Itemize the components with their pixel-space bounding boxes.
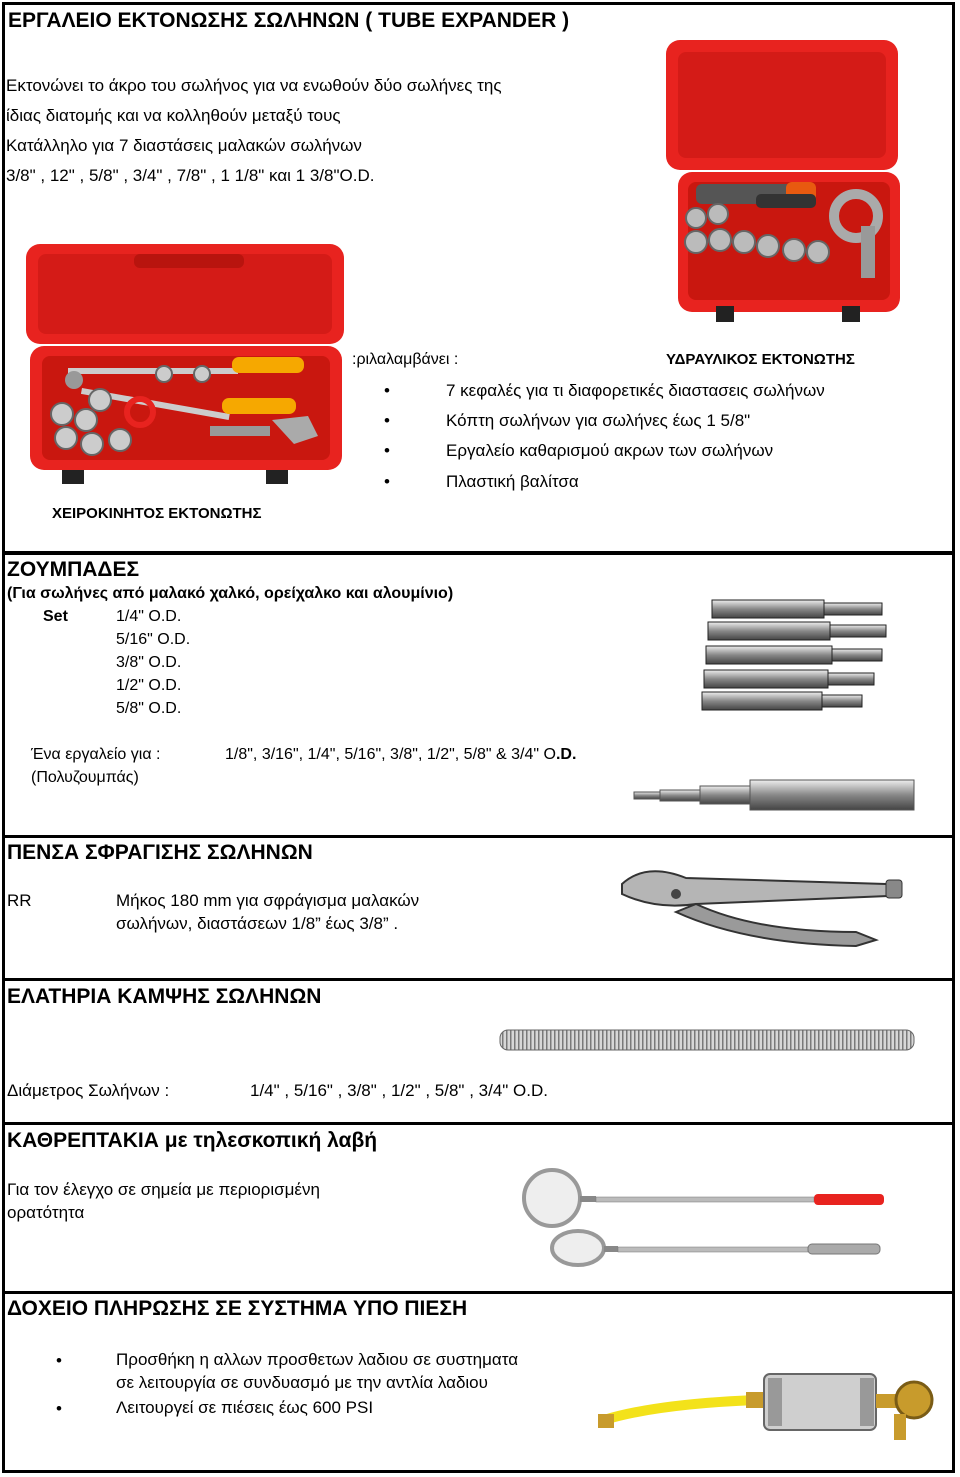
spring-diameter-values: 1/4" , 5/16" , 3/8" , 1/2" , 5/8" , 3/4" O.D. bbox=[250, 1081, 548, 1100]
bullet: • bbox=[384, 411, 390, 430]
charger-item-2: Λειτουργεί σε πιέσεις έως 600 PSI bbox=[116, 1398, 374, 1417]
expander-title: ΕΡΓΑΛΕΙΟ ΕΚΤΟΝΩΣΗΣ ΣΩΛΗΝΩΝ ( TUBE EXPANDER ) bbox=[8, 9, 570, 32]
pliers-desc-2: σωλήνων, διαστάσεων 1/8” έως 3/8” . bbox=[116, 914, 399, 933]
bullet: • bbox=[384, 381, 390, 400]
include-item-4: Πλαστική βαλίτσα bbox=[446, 472, 579, 491]
hydraulic-expander-case-image bbox=[656, 36, 906, 324]
expander-desc-2: ίδιας διατομής και να κολληθούν μεταξύ τους bbox=[6, 106, 341, 125]
oil-charger-image bbox=[596, 1360, 942, 1460]
bullet: • bbox=[56, 1399, 62, 1418]
bullet: • bbox=[384, 441, 390, 460]
charger-title: ΔΟΧΕΙΟ ΠΛΗΡΩΣΗΣ ΣΕ ΣΥΣΤΗΜΑ ΥΠΟ ΠΙΕΣΗ bbox=[7, 1297, 468, 1320]
pliers-title: ΠΕΝΣΑ ΣΦΡΑΓΙΣΗΣ ΣΩΛΗΝΩΝ bbox=[7, 841, 313, 864]
pliers-desc-1: Μήκος 180 mm για σφράγισμα μαλακών bbox=[116, 891, 420, 910]
bullet: • bbox=[384, 472, 390, 491]
multi-swage-image bbox=[630, 776, 916, 816]
hydraulic-expander-label: ΥΔΡΑΥΛΙΚΟΣ ΕΚΤΟΝΩΤΗΣ bbox=[666, 351, 855, 368]
swage-set-image bbox=[700, 596, 900, 714]
swages-title: ΖΟΥΜΠΑΔΕΣ bbox=[7, 558, 140, 581]
spring-diameter-label: Διάμετρος Σωλήνων : bbox=[7, 1081, 170, 1100]
expander-desc-4: 3/8" , 12" , 5/8" , 3/4" , 7/8" , 1 1/8" και 1 3/8"O.D. bbox=[6, 166, 375, 185]
divider bbox=[2, 1122, 955, 1125]
set-label: Set bbox=[43, 608, 68, 625]
multi-swage-sizes: 1/8", 3/16", 1/4", 5/16", 3/8", 1/2", 5/8" & 3/4" O.D. bbox=[225, 746, 577, 763]
manual-expander-case-image bbox=[22, 240, 348, 488]
includes-label: :ριλαλαμβάνει : bbox=[352, 351, 459, 368]
sealing-pliers-image bbox=[616, 860, 912, 956]
include-item-2: Κόπτη σωλήνων για σωλήνες έως 1 5/8" bbox=[446, 411, 751, 430]
swage-size-3: 3/8" O.D. bbox=[116, 654, 182, 671]
swage-size-5: 5/8" O.D. bbox=[116, 700, 182, 717]
divider bbox=[2, 551, 955, 555]
divider bbox=[2, 1291, 955, 1294]
include-item-1: 7 κεφαλές για τι διαφορετικές διαστασεις σωλήνων bbox=[446, 381, 825, 400]
expander-desc-3: Κατάλληλο για 7 διαστάσεις μαλακών σωλήνων bbox=[6, 136, 362, 155]
mirrors-desc-1: Για τον έλεγχο σε σημεία με περιορισμένη bbox=[7, 1180, 320, 1199]
expander-desc-1: Εκτονώνει το άκρο του σωλήνος για να ενωθούν δύο σωλήνες της bbox=[6, 76, 502, 95]
swage-size-1: 1/4" O.D. bbox=[116, 608, 182, 625]
mirrors-desc-2: ορατότητα bbox=[7, 1203, 85, 1222]
multi-swage-label: (Πολυζουμπάς) bbox=[31, 769, 139, 786]
divider bbox=[2, 835, 955, 838]
charger-item-1-line-1: Προσθήκη η αλλων προσθετων λαδιου σε συστηματα bbox=[116, 1350, 519, 1369]
swage-size-4: 1/2" O.D. bbox=[116, 677, 182, 694]
telescopic-mirrors-image bbox=[520, 1168, 890, 1276]
include-item-3: Εργαλείο καθαρισμού ακρων των σωλήνων bbox=[446, 441, 774, 460]
swage-size-2: 5/16" O.D. bbox=[116, 631, 191, 648]
swages-subtitle: (Για σωλήνες από μαλακό χαλκό, ορείχαλκο και αλουμίνιο) bbox=[7, 585, 454, 602]
bending-spring-image bbox=[498, 1026, 916, 1054]
pliers-code: RR bbox=[7, 891, 32, 910]
springs-title: ΕΛΑΤΗΡΙΑ ΚΑΜΨΗΣ ΣΩΛΗΝΩΝ bbox=[7, 985, 322, 1008]
mirrors-title: ΚΑΘΡΕΠΤΑΚΙΑ με τηλεσκοπική λαβή bbox=[7, 1129, 378, 1152]
one-tool-label: Ένα εργαλείο για : bbox=[31, 746, 161, 763]
charger-item-1-line-2: σε λειτουργία σε συνδυασμό με την αντλία λαδιου bbox=[116, 1373, 488, 1392]
bullet: • bbox=[56, 1351, 62, 1370]
manual-expander-label: ΧΕΙΡΟΚΙΝΗΤΟΣ ΕΚΤΟΝΩΤΗΣ bbox=[52, 505, 262, 522]
divider bbox=[2, 978, 955, 981]
